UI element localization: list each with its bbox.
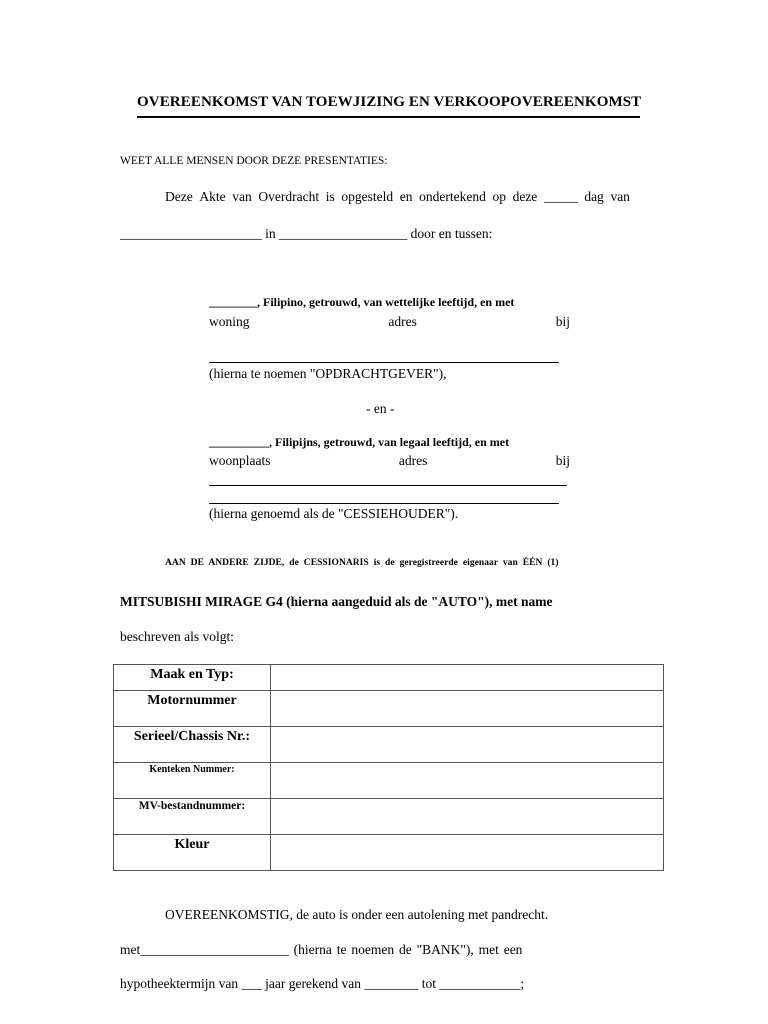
word: deze — [512, 189, 538, 204]
opening-paragraph-line2: _____________________ in ___________________ door en tussen: — [120, 226, 493, 241]
mv-file-number-label: MV-bestandnummer: — [138, 800, 246, 812]
word: adres — [398, 453, 428, 468]
word: adres — [388, 314, 417, 329]
word: is — [325, 189, 335, 204]
make-type-label: Maak en Typ: — [150, 667, 234, 682]
party1-designation: (hierna te noemen "OPDRACHTGEVER"), — [209, 366, 447, 381]
party2-designation: (hierna genoemd als de "CESSIEHOUDER"). — [209, 506, 459, 521]
engine-number-value — [271, 691, 664, 727]
table-row — [114, 727, 664, 763]
blank-field: _____ — [543, 189, 578, 204]
color-label: Kleur — [174, 837, 210, 852]
word: Akte — [199, 189, 226, 204]
intro-heading: WEET ALLE MENSEN DOOR DEZE PRESENTATIES: — [120, 155, 388, 167]
table-row — [114, 799, 664, 835]
engine-number-label: Motornummer — [147, 693, 237, 708]
title-underline — [137, 116, 640, 118]
party2-line1: __________, Filipijns, getrouwd, van legaal leeftijd, en met — [209, 435, 510, 449]
word: en — [399, 189, 413, 204]
assignee-clause: AAN DE ANDERE ZIJDE, de CESSIONARIS is de geregistreerde eigenaar van ÉÉN (1) — [165, 558, 559, 568]
mv-file-number-value — [271, 799, 664, 835]
plate-number-value — [271, 763, 664, 799]
word: bij — [555, 453, 570, 468]
mortgage-paragraph-line1: OVEREENKOMSTIG, de auto is onder een autolening met pandrecht. — [165, 907, 549, 922]
mortgage-paragraph-line2: met______________________ (hierna te noemen de "BANK"), met een — [120, 942, 523, 957]
vehicle-details-table — [113, 664, 664, 871]
party2-line2 — [209, 453, 570, 469]
word: opgesteld — [341, 189, 394, 204]
word: van — [610, 189, 630, 204]
word: woning — [209, 314, 250, 329]
word: Deze — [165, 189, 193, 204]
plate-number-label: Kenteken Nummer: — [149, 764, 235, 775]
table-label-cell — [114, 835, 271, 871]
described-as-follows: beschreven als volgt: — [120, 629, 234, 644]
word: dag — [584, 189, 604, 204]
party1-address-blank — [209, 362, 559, 363]
party2-address-blank-2 — [209, 503, 559, 504]
word: woonplaats — [209, 453, 271, 468]
make-type-value — [271, 665, 664, 691]
table-row — [114, 691, 664, 727]
table-label-cell — [114, 665, 271, 691]
party1-line1: ________, Filipino, getrouwd, van wettelijke leeftijd, en met — [209, 295, 515, 309]
chassis-number-value — [271, 727, 664, 763]
party2-address-blank-1 — [209, 485, 567, 486]
table-label-cell — [114, 799, 271, 835]
document-title: OVEREENKOMST VAN TOEWJIZING EN VERKOOPOVEREENKOMST — [137, 94, 642, 110]
word: van — [232, 189, 252, 204]
mortgage-paragraph-line3: hypotheektermijn van ___ jaar gerekend van ________ tot ____________; — [120, 976, 525, 991]
party1-line2 — [209, 314, 570, 330]
word: op — [492, 189, 506, 204]
chassis-number-label: Serieel/Chassis Nr.: — [133, 729, 251, 744]
table-label-cell — [114, 763, 271, 799]
car-description-line: MITSUBISHI MIRAGE G4 (hierna aangeduid als de "AUTO"), met name — [120, 594, 553, 609]
word: ondertekend — [419, 189, 486, 204]
table-row — [114, 665, 664, 691]
word: bij — [555, 314, 570, 329]
table-row — [114, 763, 664, 799]
color-value — [271, 835, 664, 871]
table-label-cell — [114, 727, 271, 763]
table-label-cell — [114, 691, 271, 727]
table-row — [114, 835, 664, 871]
word: Overdracht — [258, 189, 320, 204]
opening-paragraph-line1 — [165, 189, 630, 205]
and-separator: - en - — [366, 401, 395, 416]
